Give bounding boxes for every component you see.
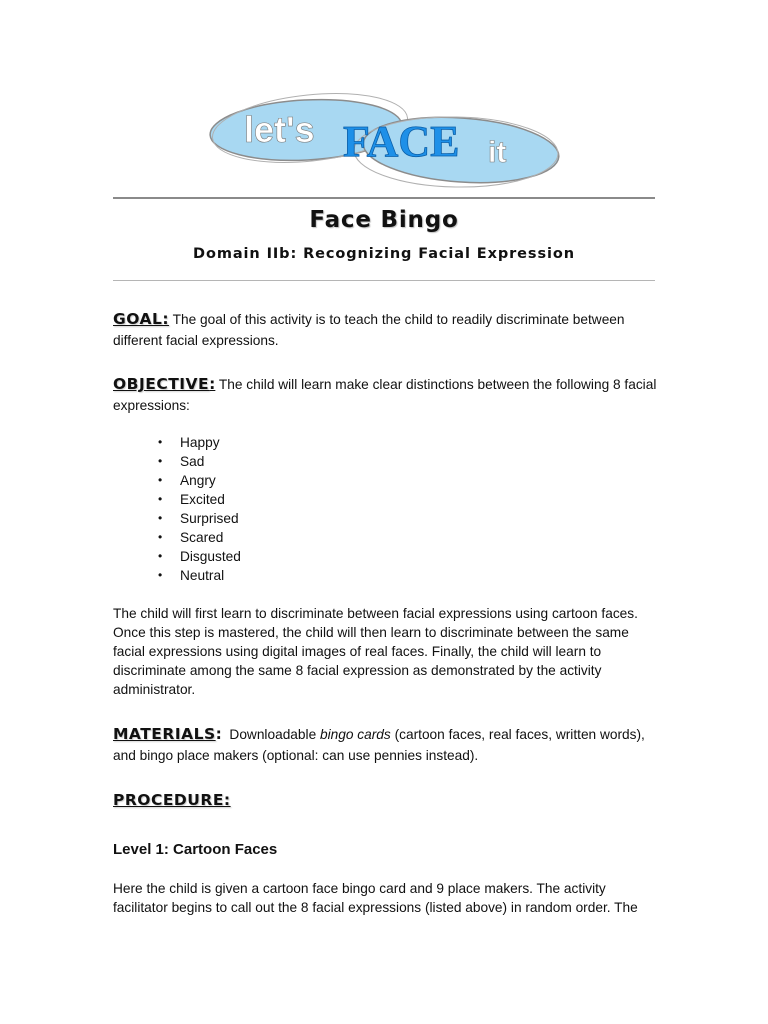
list-item: • Disgusted	[158, 549, 241, 564]
header-divider-top	[113, 197, 655, 199]
list-item: • Excited	[158, 492, 225, 507]
bullet-icon: •	[158, 435, 163, 449]
objective-text: The child will learn make clear distinctions between the following 8 facial expressions:	[113, 377, 657, 413]
page-subtitle: Domain IIb: Recognizing Facial Expression	[193, 246, 575, 262]
list-item: • Happy	[158, 435, 220, 450]
materials-section	[113, 724, 658, 766]
list-item: • Sad	[158, 454, 205, 469]
svg-text:it	[488, 136, 506, 169]
list-item: • Neutral	[158, 568, 225, 583]
bullet-icon: •	[158, 492, 163, 506]
materials-text-before: Downloadable	[221, 727, 320, 742]
procedure-heading: PROCEDURE:	[113, 791, 231, 809]
lets-face-it-logo	[206, 92, 562, 192]
bullet-icon: •	[158, 530, 163, 544]
procedure-section	[113, 790, 658, 811]
goal-heading: GOAL:	[113, 310, 170, 328]
svg-text:FACE	[343, 117, 460, 166]
bullet-icon: •	[158, 549, 163, 563]
page-title: Face Bingo	[309, 207, 459, 233]
logo-it-text: it	[488, 136, 507, 169]
materials-text-after: (cartoon faces, real faces, written words), and bingo place makers (optional: can use pennies instead).	[113, 727, 645, 763]
objective-section	[113, 374, 658, 416]
document-body	[113, 309, 658, 917]
list-item: • Scared	[158, 530, 224, 545]
progression-paragraph: The child will first learn to discriminate between facial expressions using cartoon faces. Once this step is mastered, the child will then learn to discriminate between the same facial expressions using digital images of real faces. Finally, the child will learn to discriminate among the same 8 facial expression as demonstrated by the activity administrator.	[113, 606, 638, 697]
svg-text:let's	[244, 109, 315, 150]
bullet-icon: •	[158, 568, 163, 582]
list-item: • Surprised	[158, 511, 239, 526]
expression-list	[113, 433, 658, 585]
level1-paragraph: Here the child is given a cartoon face bingo card and 9 place makers. The activity facilitator begins to call out the 8 facial expressions (listed above) in random order. The	[113, 881, 638, 915]
objective-heading: OBJECTIVE	[113, 375, 210, 393]
bullet-icon: •	[158, 473, 163, 487]
materials-colon: :	[215, 725, 222, 743]
list-item: • Angry	[158, 473, 216, 488]
goal-text: The goal of this activity is to teach the child to readily discriminate between different facial expressions.	[113, 312, 625, 348]
bingo-cards-text: bingo cards	[320, 727, 391, 742]
goal-section	[113, 309, 658, 351]
level1-heading: Level 1: Cartoon Faces	[113, 841, 278, 858]
bullet-icon: •	[158, 511, 163, 525]
logo-lets-text: let's	[244, 109, 315, 150]
logo-face-text: FACE	[343, 117, 460, 166]
objective-colon: :	[209, 375, 216, 393]
materials-heading: MATERIALS	[113, 725, 216, 743]
bullet-icon: •	[158, 454, 163, 468]
header-divider-bottom	[113, 280, 655, 281]
